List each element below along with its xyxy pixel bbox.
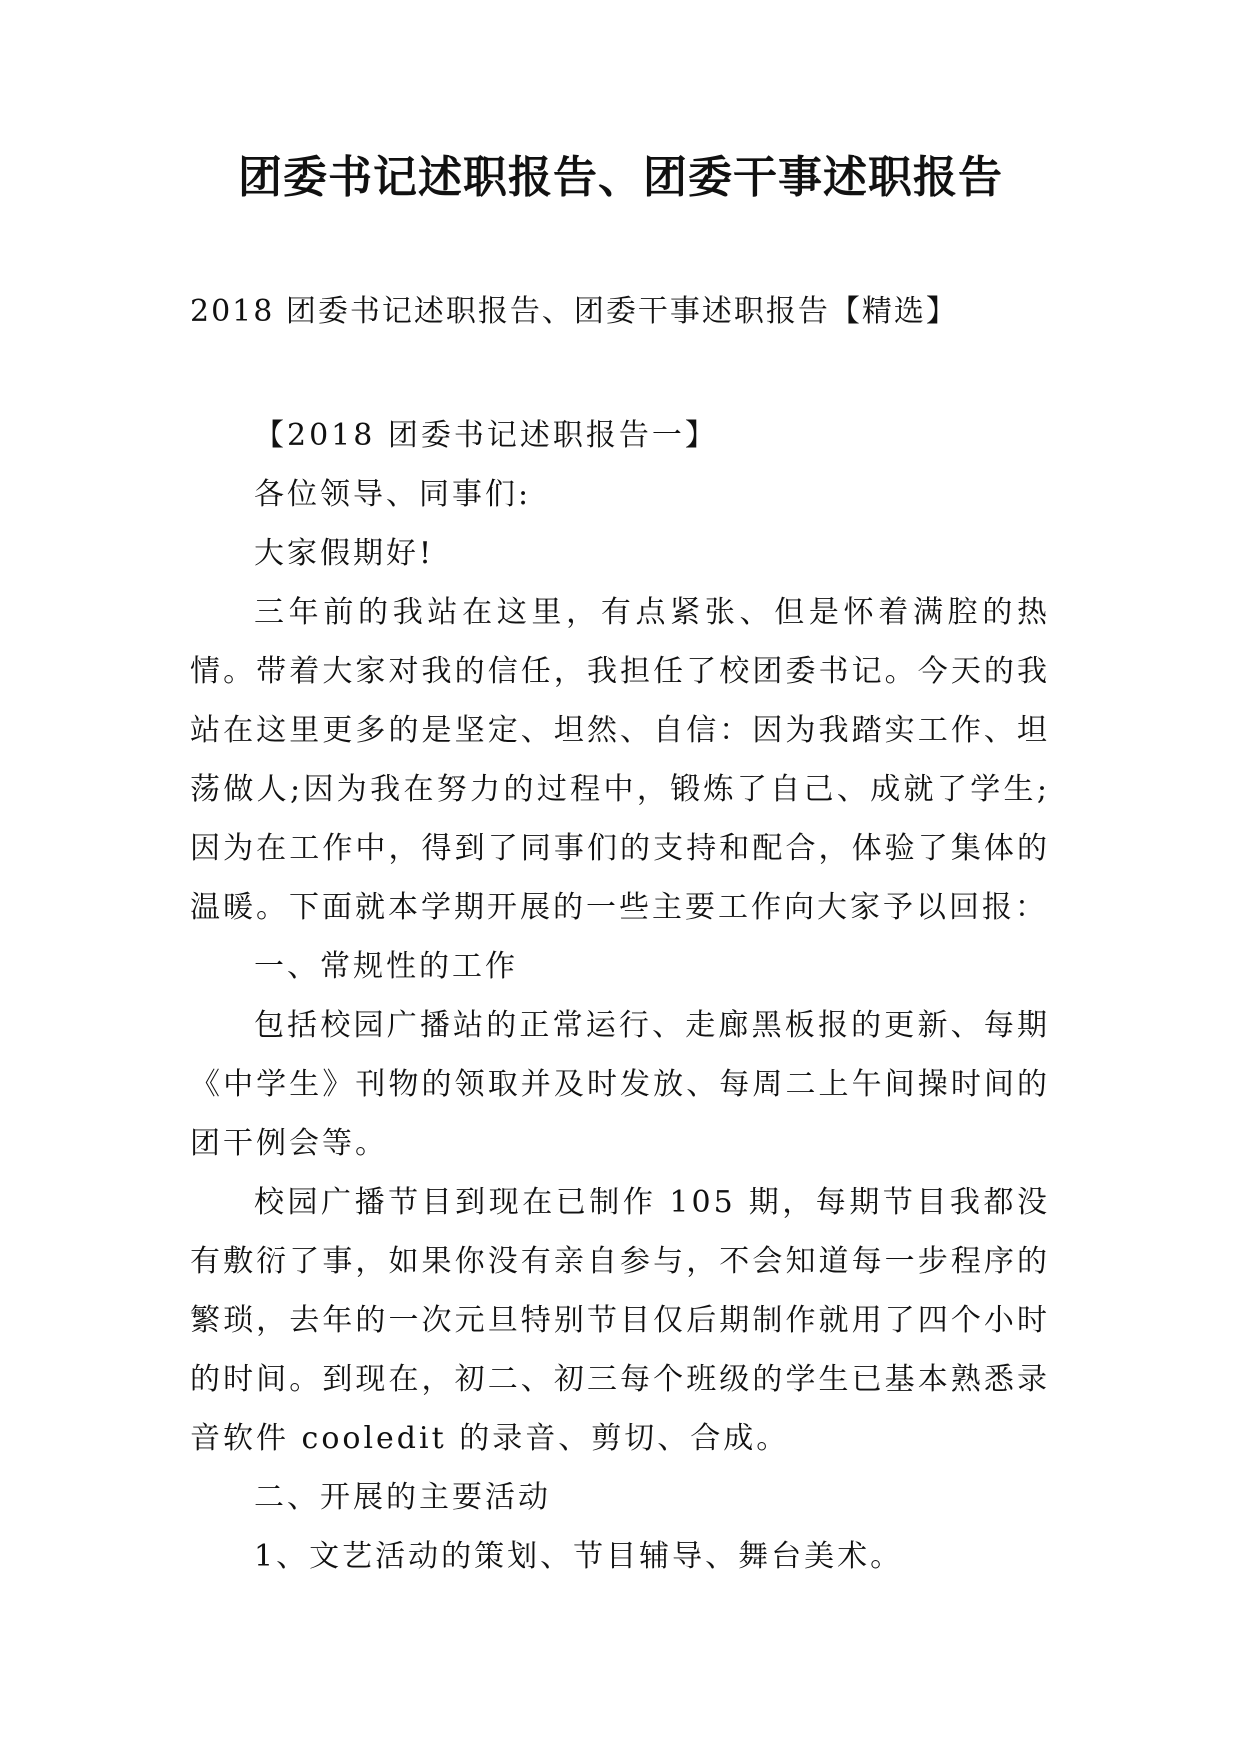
document-title: 团委书记述职报告、团委干事述职报告	[238, 152, 1003, 203]
document-subtitle: 2018 团委书记述职报告、团委干事述职报告【精选】	[190, 294, 958, 329]
document-body	[190, 406, 1050, 1586]
body-paragraph: 校园广播节目到现在已制作 105 期，每期节目我都没有敷衍了事，如果你没有亲自参与，不会知道每一步程序的繁琐，去年的一次元旦特别节目仅后期制作就用了四个小时的时间。到现在，初二、初三每个班级的学生已基本熟悉录音软件 cooledit 的录音、剪切、合成。	[190, 1185, 1050, 1456]
greeting: 大家假期好!	[254, 536, 435, 571]
section-heading-routine-work: 一、常规性的工作	[254, 949, 518, 984]
body-paragraph: 三年前的我站在这里，有点紧张、但是怀着满腔的热情。带着大家对我的信任，我担任了校团委书记。今天的我站在这里更多的是坚定、坦然、自信：因为我踏实工作、坦荡做人;因为我在努力的过程中，锻炼了自己、成就了学生;因为在工作中，得到了同事们的支持和配合，体验了集体的温暖。下面就本学期开展的一些主要工作向大家予以回报：	[190, 595, 1050, 925]
body-paragraph: 包括校园广播站的正常运行、走廊黑板报的更新、每期《中学生》刊物的领取并及时发放、每周二上午间操时间的团干例会等。	[190, 1008, 1050, 1161]
list-item: 1、文艺活动的策划、节目辅导、舞台美术。	[254, 1539, 904, 1574]
salutation: 各位领导、同事们:	[254, 477, 532, 512]
section-heading-report-one: 【2018 团委书记述职报告一】	[254, 418, 718, 453]
section-heading-main-activities: 二、开展的主要活动	[254, 1480, 551, 1515]
